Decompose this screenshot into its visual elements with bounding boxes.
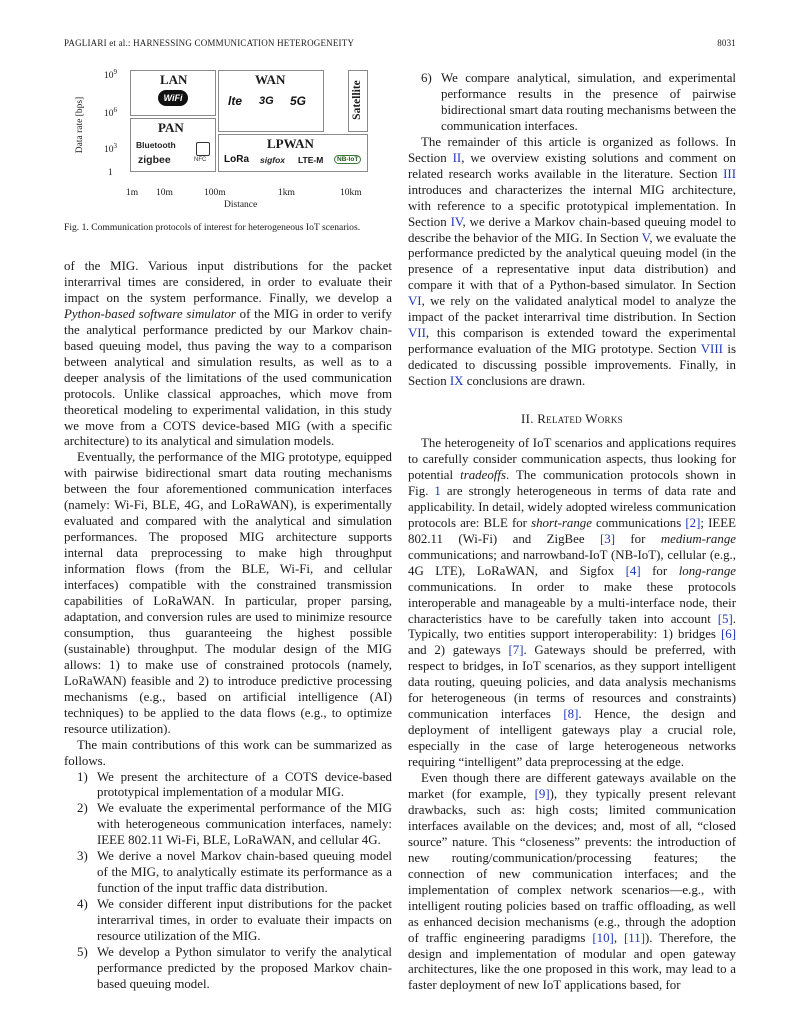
lte-icon: lte — [228, 94, 243, 108]
list-item: 4) We consider different input distributions for the packet interarrival times, in order to evaluate their impacts on resource utilization of the MIG. — [77, 897, 392, 944]
paragraph: The heterogeneity of IoT scenarios and applications requires to carefully consider communication aspects, thus looking for potential tradeoffs. The communication protocols shown in Fig. 1 are strongly heterogeneous in terms of data rate and applicability. In detail, widely adopted wireless communication protocols are: BLE for short-range communications [2]; IEEE 802.11 (Wi-Fi) and ZigBee [3] for medium-range communications; and narrowband-IoT (NB-IoT), cellular (e.g., 4G LTE), LoRaWAN, and Sigfox [4] for long-range communications. In order to make these protocols interoperable and manageable by a multi-interface node, their characteristics have to be carefully taken into account [5]. Typically, two entities support interoperability: 1) bridges [6] and 2) gateways [7]. Gateways should be preferred, with respect to bridges, in IoT scenarios, as they support intelligent data routing, queuing policies, and data analysis mechanisms for heterogeneous (in terms of resources and constraints) communication interfaces [8]. Hence, the design and deployment of intelligent gateways play a crucial role, especially in the case of large heterogeneous networks requiring “intelligent” data preprocessing at the edge. — [408, 436, 737, 770]
ytick-1: 1 — [108, 168, 113, 178]
section-link[interactable]: II — [452, 150, 462, 165]
citation-link[interactable]: [6] — [720, 627, 736, 642]
citation-link[interactable]: [4] — [625, 563, 641, 578]
organization-paragraph: The remainder of this article is organized as follows. In Section II, we overview existing solutions and comment on related research works available in the literature. Section III introduces and characterizes the internal MIG architecture, with reference to a specific prototypical implementation. In Section IV, we derive a Markov chain-based queuing model to describe the behavior of the MIG. In Section V, we evaluate the performance predicted by the analytical queuing model (in the presence of a representative input data distribution) and compare it with that of a Python-based simulator. In Section VI, we rely on the validated analytical model to analyze the impact of the packet interarrival time distribution. In Section VII, this comparison is extended toward the experimental performance evaluation of the MIG prototype. Section VIII is dedicated to discussing possible improvements. Finally, in Section IX conclusions are drawn. — [408, 134, 736, 389]
contributions-list — [64, 770, 392, 993]
ytick-1e3: $10^3$ — [104, 142, 117, 156]
label-satellite: Satellite — [351, 80, 363, 120]
page-number: 8031 — [717, 38, 736, 48]
3g-icon: 3G — [259, 95, 274, 107]
figure-link[interactable]: 1 — [434, 483, 441, 498]
label-lan: LAN — [160, 72, 188, 87]
sigfox-icon: sigfox — [260, 155, 286, 165]
label-wan: WAN — [255, 72, 286, 87]
bluetooth-icon: Bluetooth — [136, 140, 176, 150]
xtick-1m: 1m — [126, 188, 139, 198]
xtick-10km: 10km — [340, 188, 362, 198]
nfc-icon — [196, 142, 210, 156]
xtick-1km: 1km — [278, 188, 295, 198]
figure-1 — [75, 64, 394, 214]
right-column — [408, 71, 736, 994]
xtick-100m: 100m — [204, 188, 226, 198]
label-lpwan: LPWAN — [267, 136, 314, 151]
zigbee-icon: zigbee — [138, 154, 171, 166]
section-link[interactable]: IV — [450, 214, 463, 229]
figure-caption: Fig. 1. Communication protocols of interest for heterogeneous IoT scenarios. — [64, 222, 361, 233]
section-heading: II. Related Works — [521, 412, 623, 427]
xtick-10m: 10m — [156, 188, 173, 198]
list-item: 3) We derive a novel Markov chain-based queuing model of the MIG, to analytically estimate its performance as a function of the input traffic data distribution. — [77, 849, 392, 896]
ytick-1e9: $10^9$ — [104, 68, 117, 82]
citation-link[interactable]: [7] — [508, 643, 524, 658]
ytick-1e6: $10^6$ — [104, 106, 117, 120]
wifi-icon: WiFi — [158, 90, 188, 106]
left-column — [64, 259, 392, 993]
section-link[interactable]: VI — [408, 294, 422, 309]
citation-link[interactable]: [9] — [534, 786, 550, 801]
section-link[interactable]: VII — [408, 326, 426, 341]
running-header: PAGLIARI et al.: HARNESSING COMMUNICATION HETEROGENEITY — [64, 38, 355, 48]
citation-link[interactable]: [3] — [599, 531, 615, 546]
contributions-list-continued — [408, 71, 736, 135]
citation-link[interactable]: [5] — [717, 611, 733, 626]
list-item: 2) We evaluate the experimental performance of the MIG with heterogeneous communication interfaces, namely: IEEE 802.11 Wi-Fi, BLE, LoRaWAN, and cellular 4G. — [77, 801, 392, 848]
citation-link[interactable]: [2] — [685, 515, 701, 530]
paragraph: The main contributions of this work can be summarized as follows. — [64, 737, 392, 768]
section-link[interactable]: IX — [449, 374, 464, 389]
paragraph: Eventually, the performance of the MIG prototype, equipped with pairwise bidirectional smart data routing mechanisms between the four aforementioned communication interfaces (namely: Wi-Fi, BLE, 4G, and LoRaWAN), is experimentally evaluated and compared with the analytical and simulation performances. The proposed MIG architecture supports internal data preprocessing to make high throughput information flows (from the BLE, Wi-Fi, and cellular interfaces) compatible with the constrained transmission capabilities of LoRaWAN. In particular, proper parsing, adaptation, and conversion rules are used to minimize resource consumption, thus guaranteeing the highest possible (sustainable) throughput. The modular design of the MIG allows: 1) to make use of constrained protocols (namely, LoRaWAN) feasible and 2) to introduce predictive processing mechanisms (e.g., based on artificial intelligence (AI) techniques) to be applied to the data flows (e.g., to optimize resource utilization). — [64, 450, 392, 736]
paragraph: of the MIG. Various input distributions for the packet interarrival times are considered, in order to evaluate their impact on the system performance. Finally, we develop a Python-based software simulator of the MIG in order to verify the analytical performance predicted by our Markov chain-based queuing model, thus paving the way to a comparison between analytical and simulation results, as well as to a deeper analysis of the limitations of the used communication protocols. Unlike classical approaches, which move from theoretical modeling to experimental validation, in this study we move from a COTS device-based MIG (with a specific architecture) to its analytical and simulation models. — [64, 259, 392, 449]
citation-link[interactable]: [10] — [592, 930, 614, 945]
nfc-label: NFC — [194, 157, 207, 163]
list-item: 1) We present the architecture of a COTS device-based prototypical implementation of a modular MIG. — [77, 769, 392, 800]
lora-icon: LoRa — [224, 154, 249, 165]
section-link[interactable]: VIII — [700, 342, 723, 357]
label-pan: PAN — [158, 120, 184, 135]
citation-link[interactable]: [11] — [624, 930, 646, 945]
lte-m-icon: LTE-M — [298, 155, 324, 165]
figure-xlabel: Distance — [224, 200, 258, 210]
nb-iot-icon: NB-IoT — [334, 155, 361, 164]
list-item: 5) We develop a Python simulator to verify the analytical performance predicted by the proposed Markov chain-based queuing model. — [77, 944, 392, 991]
5g-icon: 5G — [290, 94, 307, 108]
list-item: 6) We compare analytical, simulation, and experimental performance results in the presence of pairwise bidirectional smart data routing mechanisms between the communication interfaces. — [421, 71, 736, 133]
figure-ylabel: Data rate [bps] — [75, 96, 85, 154]
citation-link[interactable]: [8] — [563, 707, 579, 722]
paragraph: Even though there are different gateways available on the market (for example, [9]), they typically present relevant drawbacks, such as: high costs; limited communication interfaces available on the devices; and, most of all, “closed source” nature. This “closeness” prevents: the introduction of new routing/communication/processing features; the connection of new communication interfaces; and the implementation of complex network scenarios—e.g., with intelligent routing policies based on traffic offloading, as well as enhanced decision mechanisms (e.g., through the adoption of traffic engineering paradigms [10], [11]). Therefore, the design and implementation of modular and open gateway architectures, like the one proposed in this work, may lead to a faster deployment of new IoT applications based, for — [408, 771, 736, 993]
section-link[interactable]: III — [723, 166, 736, 181]
section-link[interactable]: V — [641, 230, 650, 245]
